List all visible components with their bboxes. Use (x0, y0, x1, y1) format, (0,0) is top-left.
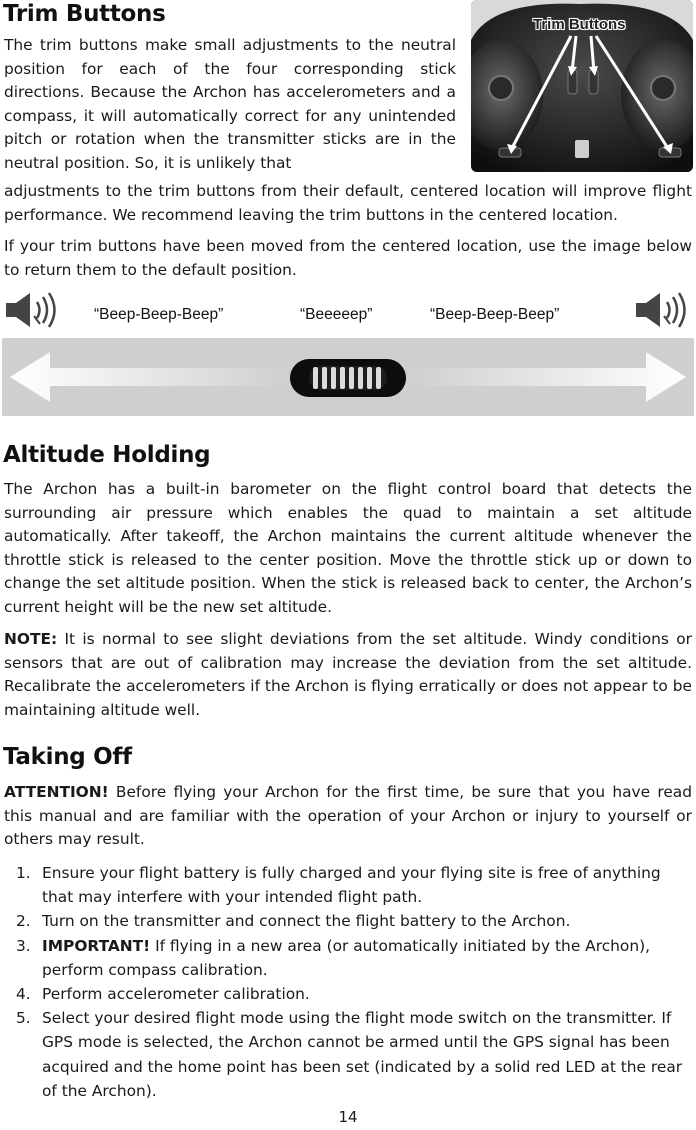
note-text: It is normal to see slight deviations from the set altitude. Windy conditions or sensors that are out of calibration may increase the deviation from the set altitude. Recalibrate the accelerometers if the Archon is flying erratically or does not appear to be maintaining altitude well. (4, 630, 692, 719)
important-label: IMPORTANT! (42, 936, 151, 955)
list-item (16, 934, 688, 982)
step-text: If flying in a new area (or automatically initiated by the Archon), perform compass calibration. (42, 936, 650, 979)
trim-button-centered-icon (289, 358, 407, 398)
list-item (16, 982, 688, 1006)
altitude-note (4, 628, 692, 722)
trim-buttons-photo-label: Trim Buttons (533, 16, 626, 33)
attention-paragraph (4, 781, 692, 852)
step-text: Ensure your flight battery is fully charged and your flying site is free of anything that may interfere with your intended flight path. (42, 864, 661, 907)
speaker-icon (634, 290, 694, 330)
trim-buttons-paragraph: The trim buttons make small adjustments to the neutral position for each of the four corresponding stick directions. Because the Archon has accelerometers and a compass, it will automatically correct for any unintended pitch or rotation when the transmitter sticks are in the neutral position. So, it is unlikely that (4, 36, 456, 172)
takeoff-steps-list (16, 861, 688, 1103)
trim-position-bar (2, 338, 694, 416)
trim-reset-paragraph: If your trim buttons have been moved from the centered location, use the image below to return them to the default position. (4, 237, 692, 279)
step-number: 2. (16, 912, 31, 931)
taking-off-heading: Taking Off (3, 744, 132, 770)
step-text: Perform accelerometer calibration. (42, 985, 310, 1004)
beep-left-label: “Beep-Beep-Beep” (94, 306, 224, 323)
trim-buttons-heading: Trim Buttons (3, 1, 166, 27)
attention-text: Before flying your Archon for the first time, be sure that you have read this manual and are familiar with the operation of your Archon or injury to yourself or others may result. (4, 783, 692, 848)
beep-center-label: “Beeeeep” (300, 306, 373, 323)
note-label: NOTE: (4, 630, 58, 648)
step-text-container (42, 934, 688, 982)
step-number: 4. (16, 985, 31, 1004)
list-item (16, 861, 688, 909)
transmitter-trim-photo (471, 0, 693, 172)
speaker-icon (4, 290, 64, 330)
step-text: Select your desired flight mode using the flight mode switch on the transmitter. If GPS mode is selected, the Archon cannot be armed until the GPS signal has been acquired and the home point has been set (indicated by a solid red LED at the rear of the Archon). (42, 1009, 683, 1100)
page-number: 14 (338, 1108, 358, 1126)
altitude-holding-heading: Altitude Holding (3, 442, 211, 468)
step-number: 5. (16, 1009, 31, 1028)
step-text: Turn on the transmitter and connect the flight battery to the Archon. (42, 912, 571, 931)
list-item (16, 1006, 688, 1103)
beep-right-label: “Beep-Beep-Beep” (430, 306, 560, 323)
attention-label: ATTENTION! (4, 783, 109, 801)
step-number: 3. (16, 936, 31, 955)
trim-buttons-paragraph-continued: adjustments to the trim buttons from their default, centered location will improve flight performance. We recommend leaving the trim buttons in the centered location. (4, 182, 692, 224)
altitude-paragraph: The Archon has a built-in barometer on the flight control board that detects the surrounding air pressure which enables the quad to maintain a set altitude automatically. After takeoff, the Archon maintains the current altitude whenever the throttle stick is released to the center position. Move the throttle stick up or down to change the set altitude position. When the stick is released back to center, the Archon’s current height will be the new set altitude. (4, 480, 692, 616)
list-item (16, 909, 688, 933)
step-number: 1. (16, 864, 31, 882)
